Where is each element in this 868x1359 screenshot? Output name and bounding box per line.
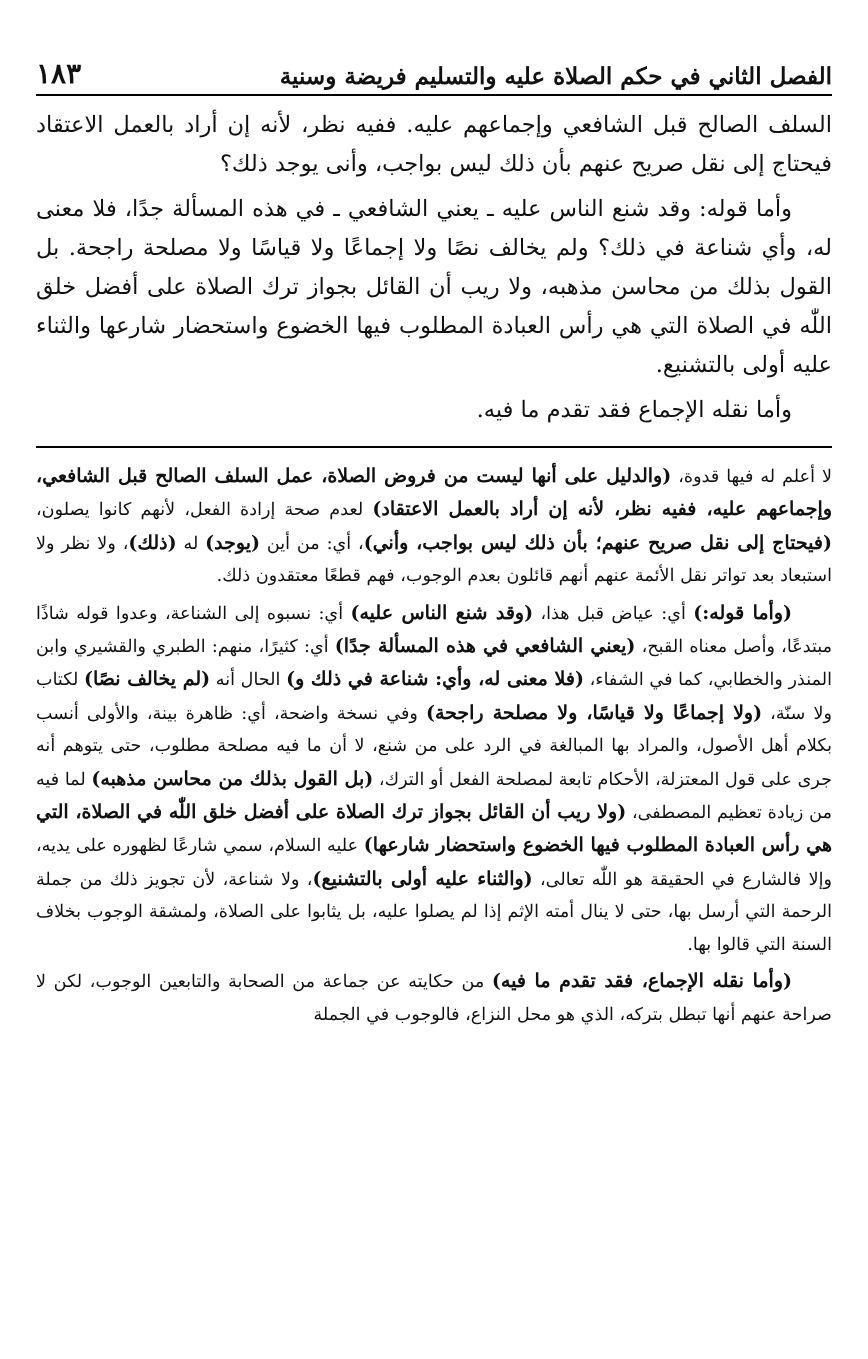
commentary-text-run: عليه السلام، سمي شارعًا لظهوره على يديه، وإلا فالشارع في الحقيقة هو اللّٰه تعالى، (36, 836, 833, 890)
commentary-text (36, 460, 832, 1031)
quoted-text-run: (وأما نقله الإجماع، فقد تقدم ما فيه) (491, 970, 792, 993)
footnote-divider (36, 446, 832, 448)
quoted-text-run: (لم يخالف نصًا) (83, 668, 211, 691)
commentary-paragraph-3 (36, 965, 832, 1031)
page-header (36, 42, 832, 96)
quoted-text-run: (وقد شنع الناس عليه) (350, 601, 534, 624)
quoted-text-run: (فيحتاج إلى نقل صريح عنهم؛ بأن ذلك ليس بواجب، وأني) (363, 531, 832, 554)
chapter-title: الفصل الثاني في حكم الصلاة عليه والتسليم فريضة وسنية (279, 63, 832, 90)
commentary-text-run: أي: عياض قبل هذا، (533, 603, 694, 624)
commentary-text-run: له (176, 533, 206, 554)
quoted-text-run: (بل القول بذلك من محاسن مذهبه) (91, 767, 374, 790)
quoted-text-run: (ولا إجماعًا ولا قياسًا، ولا مصلحة راجحة) (425, 701, 763, 724)
quoted-text-run: (فلا معنى له، وأي: شناعة في ذلك و) (286, 668, 584, 691)
commentary-text-run: لكتاب ولا سنّة، (36, 670, 832, 724)
commentary-paragraph-1 (36, 460, 832, 593)
commentary-text-run: ، أي: من أين (259, 533, 364, 554)
quoted-text-run: (يوجد) (205, 531, 260, 554)
commentary-text-run: من حكايته عن جماعة من الصحابة والتابعين الوجوب، لكن لا صراحة عنهم أنها تبطل بتركه، الذي هو محل النزاع، فالوجوب في الجملة (36, 972, 832, 1025)
commentary-text-run: لعدم صحة إرادة الفعل، لأنهم كانوا يصلون، (36, 500, 373, 521)
commentary-text-run: لا أعلم له فيها قدوة، (671, 467, 832, 487)
main-paragraph-3: وأما نقله الإجماع فقد تقدم ما فيه. (476, 397, 792, 423)
main-paragraph-2: وأما قوله: وقد شنع الناس عليه ـ يعني الشافعي ـ في هذه المسألة جدًا، فلا معنى له، وأي شناعة في ذلك؟ ولم يخالف نصًا ولا إجماعًا ولا قياسًا ولا مصلحة راجحة. بل القول بذلك من محاسن مذهبه، ولا ريب أن القائل بجواز ترك الصلاة على أفضل خلق اللّٰه في الصلاة التي هي رأس العبادة المطلوب فيها الخضوع واستحضار شارعها والثناء عليه أولى بالتشنيع. (36, 196, 832, 378)
commentary-text-run: أي: نسبوه إلى الشناعة، وعدوا قوله شاذًا مبتدعًا، وأصل معناه القبح، (36, 603, 832, 658)
commentary-text-run: الحال أنه (210, 670, 287, 691)
commentary-text-run: لما فيه من زيادة تعظيم المصطفى، (36, 769, 832, 824)
commentary-text-run: ، ولا نظر ولا استبعاد بعد تواتر نقل الأئمة عنهم أنهم قائلون بعدم الوجوب، فهم قطعًا معتقدون ذلك. (36, 533, 832, 587)
commentary-paragraph-2 (36, 597, 832, 961)
page-number: ١٨٣ (36, 57, 82, 90)
quoted-text-run: (ذلك) (128, 531, 177, 554)
commentary-text-run: وفي نسخة واضحة، أي: ظاهرة بينة، والأولى أنسب بكلام أهل الأصول، والمراد بها المبالغة في الرد على من شنع، لا أن ما فيه مصلحة مطلوب، حتى يتوهم أنه جرى على قول المعتزلة، الأحكام تابعة لمصلحة الفعل أو الترك، (36, 703, 833, 790)
commentary-text-run: ، ولا شناعة، لأن تجويز ذلك من جملة الرحمة التي أرسل بها، حتى لا ينال أمته الإثم إذا لم يصلوا عليه، بل يثابوا على الصلاة، ولمشقة الوجوب بخلاف السنة التي قالوا بها. (36, 869, 832, 955)
quoted-text-run: (وأما قوله:) (693, 601, 792, 624)
main-text (36, 96, 832, 430)
main-paragraph-1: السلف الصالح قبل الشافعي وإجماعهم عليه. ففيه نظر، لأنه إن أراد بالعمل الاعتقاد فيحتاج إلى نقل صريح عنهم بأن ذلك ليس بواجب، وأنى يوجد ذلك؟ (36, 112, 832, 177)
quoted-text-run: (والثناء عليه أولى بالتشنيع) (312, 867, 533, 890)
quoted-text-run: (يعني الشافعي في هذه المسألة جدًا) (334, 635, 636, 658)
commentary-text-run: أي: كثيرًا، منهم: الطبري والقشيري وابن المنذر والخطابي، كما في الشفاء، (36, 637, 832, 691)
quoted-text-run: (والدليل على أنها ليست من فروض الصلاة، عمل السلف الصالح قبل الشافعي، وإجماعهم عليه، ففيه نظر، لأنه إن أراد بالعمل الاعتقاد) (36, 465, 832, 521)
quoted-text-run: (ولا ريب أن القائل بجواز ترك الصلاة على أفضل خلق اللّٰه في الصلاة، التي هي رأس العبادة المطلوب فيها الخضوع واستحضار شارعها) (36, 801, 832, 857)
